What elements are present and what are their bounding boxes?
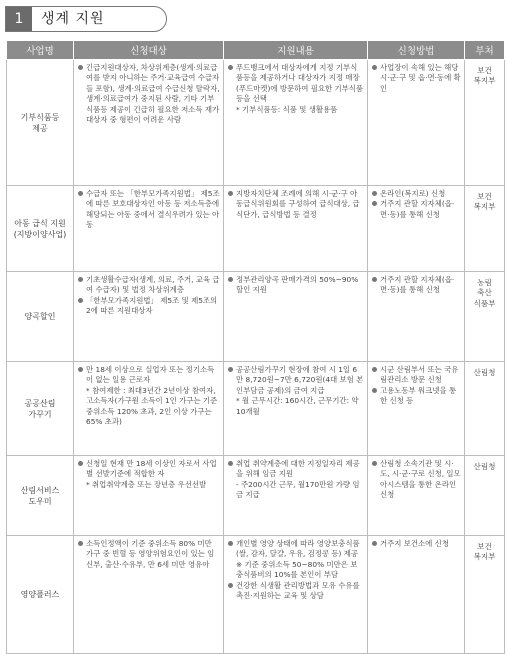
target-cell [74, 186, 224, 272]
support-cell [224, 186, 368, 272]
program-name: 아동 급식 지원 (지방이양사업) [7, 186, 74, 272]
note-text: - 주200시간 근무, 월170만원 가량 임금 지급 [236, 479, 360, 500]
bullet-item: 취업 취약계층에 대한 지정일자리 제공을 위해 임금 지원 [227, 459, 364, 480]
method-cell [368, 60, 465, 186]
bullet-item: 「한부모가족지원법」 제5조 및 제5조의2에 따른 지원대상자 [77, 296, 220, 317]
target-cell [74, 536, 224, 654]
support-cell [224, 272, 368, 362]
bullet-item: 고용노동부 워크넷을 통한 신청 등 [371, 386, 461, 407]
bullet-item: 건강한 식생활 관리방법과 모유 수유를 촉진·지원하는 교육 및 상담 [227, 581, 364, 602]
bullet-item: 기초생활수급자(생계, 의료, 주거, 교육 급여 수급자) 및 법정 차상위계층 [77, 275, 220, 296]
bullet-item: 수급자 또는 「한부모가족지원법」 제5조에 따른 보호대상자인 아동 등 저소득층에 해당되는 아동 중에서 결식우려가 있는 아동 [77, 189, 220, 231]
bullet-item: 신청일 현재 만 18세 이상인 자로서 사업별 선발기준에 적합한 자 [77, 459, 220, 480]
note-text: ※ 기준 중위소득 50~80% 미만은 보충식품비의 10%를 본인이 부담 [236, 559, 358, 580]
table-row [7, 456, 505, 536]
bullet-item: 푸드뱅크에서 대상자에게 지정 기부식품등을 제공하거나 대상자가 지정 매장(푸드마켓)에 방문하여 필요한 기부식품등을 선택 [227, 63, 364, 105]
bullet-item: 거주지 관할 지자체(읍·면·동)를 통해 신청 [371, 275, 461, 296]
note-text: * 참여제한 : 최대3년간 2년이상 참여자, 고소득자(가구원 소득이 1인 가구는 기준 중위소득 120% 초과, 2인 이상 가구는 65% 초과) [86, 385, 218, 427]
table-row [7, 60, 505, 186]
method-cell [368, 536, 465, 654]
table-row [7, 272, 505, 362]
header-target: 신청대상 [74, 41, 224, 60]
bullet-item: 산림청 소속기관 및 시·도, 시·군·구로 신청, 일모아시스템을 통한 온라인 신청 [371, 459, 461, 501]
bullet-item: 온라인(복지로) 신청 [371, 189, 461, 199]
method-cell [368, 272, 465, 362]
header-program: 사업명 [7, 41, 74, 60]
bullet-item: 거주지 보건소에 신청 [371, 539, 461, 549]
header-method: 신청방법 [368, 41, 465, 60]
method-cell [368, 362, 465, 456]
bullet-item: 개인별 영양 상태에 따라 영양보충식품(쌀, 감자, 달걀, 우유, 검정콩 등) 제공 [227, 539, 364, 560]
program-name: 공공산림 가꾸기 [7, 362, 74, 456]
target-cell [74, 362, 224, 456]
bullet-item: 만 18세 이상으로 실업자 또는 정기소득이 없는 일용 근로자 [77, 365, 220, 386]
program-name: 기부식품등 제공 [7, 60, 74, 186]
method-cell [368, 186, 465, 272]
support-table [6, 40, 505, 654]
header-support: 지원내용 [224, 41, 368, 60]
table-row [7, 362, 505, 456]
department: 보건 복지부 [465, 186, 505, 272]
bullet-item: 공공산림가꾸기 현장에 참여 시 1일 6만 8,720원~7만 6,720원(4대 보험 본인부담금 공제)의 금여 지급 [227, 365, 364, 396]
target-cell [74, 456, 224, 536]
section-number: 1 [6, 7, 32, 31]
program-name: 양곡할인 [7, 272, 74, 362]
section-title [5, 6, 167, 32]
department: 산림청 [465, 456, 505, 536]
support-cell [224, 536, 368, 654]
table-row [7, 186, 505, 272]
note-text: * 취업취약계층 또는 장년층 우선선발 [86, 479, 207, 489]
bullet-item: 지방자치단체 조례에 의해 시·군·구 아동급식위원회를 구성하여 급식대상, 급식단가, 급식방법 등 결정 [227, 189, 364, 220]
bullet-item: 거주지 관할 지자체(읍·면·동)를 통해 신청 [371, 199, 461, 220]
bullet-item: 정부관리양곡 판매가격의 50%~90% 할인 지원 [227, 275, 364, 296]
program-name: 산림서비스 도우미 [7, 456, 74, 536]
bullet-item: 소득인정액이 기준 중위소득 80% 미만 가구 중 빈혈 등 영양위험요인이 있는 임신부, 출산·수유부, 만 6세 미만 영유아 [77, 539, 220, 570]
bullet-item: 시군 산림부서 또는 국유림관리소 방문 신청 [371, 365, 461, 386]
program-name: 영양플러스 [7, 536, 74, 654]
bullet-item: 긴급지원대상자, 차상위계층(생계·의료급여를 받지 아니하는 주거·교육급여 수급자들 포함), 생계·의료급여 수급신청 탈락자, 생계·의료급여가 중지된 사람, 기타 기부식품등 제공이 긴급히 필요한 저소득 재가 대상자 중 형편이 어려운 사람 [77, 63, 220, 125]
target-cell [74, 272, 224, 362]
support-cell [224, 456, 368, 536]
support-cell [224, 362, 368, 456]
table-header-row [7, 41, 505, 60]
section-title-text: 생계 지원 [41, 11, 105, 27]
department: 농림 축산 식품부 [465, 272, 505, 362]
bullet-item: 사업장이 속해 있는 해당 시·군·구 및 읍·면·동에 확인 [371, 63, 461, 94]
support-cell [224, 60, 368, 186]
department: 보건 복지부 [465, 536, 505, 654]
target-cell [74, 60, 224, 186]
table-row [7, 536, 505, 654]
note-text: * 기부식품등: 식품 및 생활용품 [236, 104, 338, 114]
method-cell [368, 456, 465, 536]
header-dept: 부처 [465, 41, 505, 60]
department: 산림청 [465, 362, 505, 456]
department: 보건 복지부 [465, 60, 505, 186]
note-text: * 월 근무시간: 160시간, 근무기간: 약 10개월 [236, 396, 359, 416]
